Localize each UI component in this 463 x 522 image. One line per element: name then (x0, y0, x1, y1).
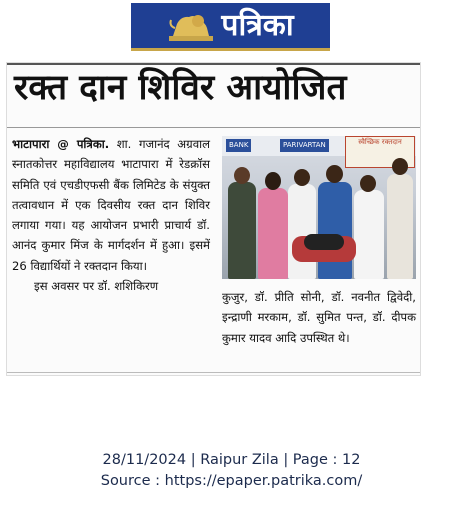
photo-person (318, 182, 352, 279)
photo-person (387, 174, 413, 279)
headline-divider (7, 127, 420, 128)
photo-person (258, 188, 288, 279)
article-body (12, 134, 210, 296)
banner-tag-bank: BANK (226, 139, 251, 152)
article-paragraph-1: शा. गजानंद अग्रवाल स्नातकोत्तर महाविद्यालय भाटापारा में रेडक्रॉस समिति एवं एचडीएफसी बैंक लिमिटेड के संयुक्त तत्वावधान में एक दिवसीय रक्त दान शिविर लगाया गया। यह आयोजन प्रभारी प्राचार्य डॉ. आनंद कुमार मिंज के मार्गदर्शन में हुआ। इसमें 26 विद्यार्थियों ने रक्तदान किया। (12, 137, 211, 273)
photo-banner (222, 136, 416, 156)
source-link[interactable]: Source : https://epaper.patrika.com/ (100, 473, 363, 489)
clipping-bottom-divider (7, 372, 420, 373)
source-footer (0, 450, 463, 492)
article-paragraph-2: इस अवसर पर डॉ. शशिकिरण (34, 279, 159, 294)
photo-person (228, 182, 256, 279)
donor (304, 234, 344, 250)
lion-icon (167, 8, 215, 44)
masthead (131, 3, 330, 51)
banner-tag-parivartan: PARIVARTAN (280, 139, 329, 152)
donation-sign-text: स्वैच्छिक रक्तदान (358, 138, 402, 146)
photo-person (354, 190, 384, 279)
article-photo (222, 136, 416, 279)
edition-info: 28/11/2024 | Raipur Zila | Page : 12 (102, 452, 361, 468)
photo-caption-continuation: कुजुर, डॉ. प्रीति सोनी, डॉ. नवनीत द्विवेदी, इन्द्राणी मरकाम, डॉ. सुमित पन्त, डॉ. दीपक कुमार यादव आदि उपस्थित थे। (222, 290, 416, 345)
brand-name[interactable]: पत्रिका (221, 7, 294, 43)
article-headline: रक्त दान शिविर आयोजित (14, 68, 347, 108)
photo-person (288, 184, 316, 279)
article-byline: भाटापारा @ पत्रिका. (12, 137, 110, 151)
